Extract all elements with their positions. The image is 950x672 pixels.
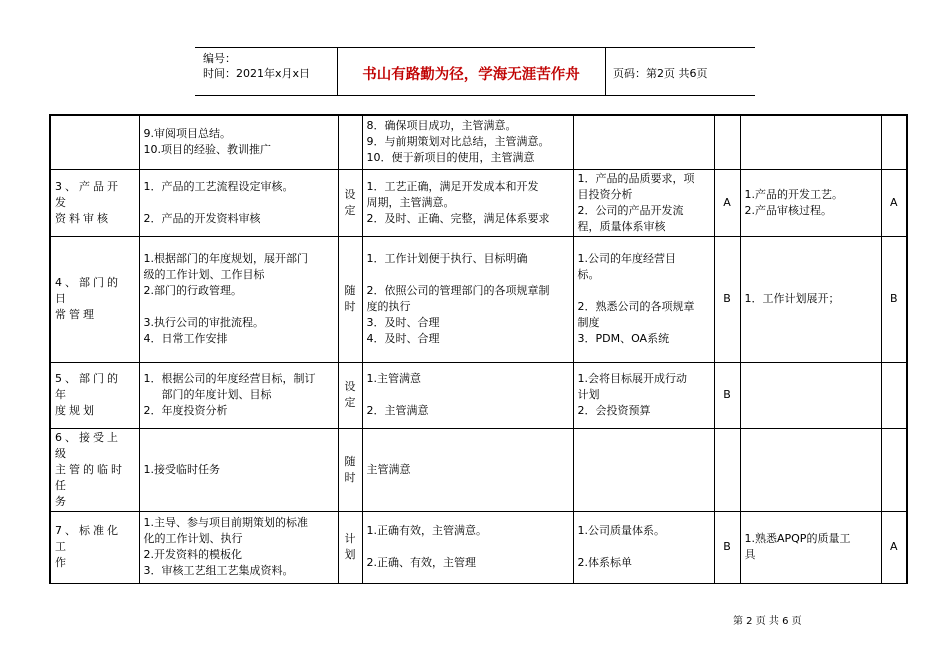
ability-requirement-cell: [573, 115, 714, 169]
cell-line: 2．主管满意: [366, 404, 429, 417]
cell-line: 1.主管满意: [366, 372, 421, 385]
work-cycle-cell: [338, 169, 362, 236]
header-top-line: [195, 47, 755, 48]
cell-line: 程，质量体系审核: [577, 219, 666, 233]
cell-line: 9．与前期策划对比总结，主管满意。: [366, 135, 550, 149]
cell-line: 2．产品的开发资料审核: [143, 211, 261, 225]
work-cycle-cell: [338, 428, 362, 511]
training-grade-cell: [881, 362, 907, 428]
training-grade-cell: A: [881, 169, 907, 236]
cell-line: 5、部门的年: [55, 372, 121, 401]
training-grade-cell: [881, 428, 907, 511]
cell-line: 1．根据公司的年度经营目标，制订: [143, 372, 316, 385]
cell-line: 6、接受上级: [55, 430, 121, 460]
work-content-cell: [139, 236, 338, 362]
cell-line: 2．熟悉公司的各项规章: [577, 300, 695, 313]
work-item-cell: [50, 169, 139, 236]
cell-line: 2．年度投资分析: [143, 404, 228, 417]
job-duty-table: [49, 114, 908, 584]
training-content-cell: [740, 236, 881, 362]
cell-line: 3.执行公司的审批流程。: [143, 316, 264, 329]
cell-line: 10．便于新项目的使用，主管满意: [366, 151, 535, 165]
cell-line: 设: [344, 380, 356, 393]
work-item-cell: [50, 115, 139, 169]
cell-line: 资料审核: [55, 211, 111, 225]
work-content-cell: [139, 115, 338, 169]
cell-line: 4、部门的日: [55, 276, 121, 305]
cell-line: 1.产品的开发工艺。: [744, 187, 843, 201]
cell-line: 1.主导、参与项目前期策划的标准: [143, 516, 308, 529]
cell-line: [367, 267, 569, 283]
cell-line: 2.产品审核过程。: [744, 203, 832, 217]
ability-level-cell: B: [714, 511, 740, 583]
cell-line: 标。: [577, 268, 600, 281]
training-content-cell: [740, 169, 881, 236]
cell-line: 1．工艺正确，满足开发成本和开发: [366, 179, 539, 193]
ability-level-cell: A: [714, 169, 740, 236]
ability-level-cell: [714, 115, 740, 169]
work-item-cell: [50, 511, 139, 583]
cell-line: [578, 283, 710, 299]
cell-line: [367, 539, 569, 555]
training-content-cell: [740, 362, 881, 428]
cell-line: 主管满意: [366, 462, 411, 476]
cell-line: 定: [344, 203, 356, 217]
header-meta: [203, 51, 310, 81]
cell-line: 1.根据部门的年度规划，展开部门: [143, 252, 308, 265]
cell-line: 周期，主管满意。: [366, 195, 455, 209]
cell-line: [144, 195, 334, 211]
work-standard-cell: [362, 236, 573, 362]
document-date-label: 时间：2021年x月x日: [203, 67, 311, 80]
cell-line: 1.公司的年度经营目: [577, 252, 676, 265]
cell-line: 1.熟悉APQP的质量工: [744, 532, 851, 545]
cell-line: [367, 387, 569, 403]
cell-line: 3．及时、合理: [366, 316, 440, 329]
cell-line: 目投资分析: [577, 187, 633, 201]
training-grade-cell: B: [881, 236, 907, 362]
work-cycle-cell: [338, 115, 362, 169]
table-row: [50, 169, 907, 236]
cell-line: [144, 299, 334, 315]
work-item-cell: [50, 236, 139, 362]
cell-line: 2．依照公司的管理部门的各项规章制: [366, 284, 550, 297]
work-item-cell: [50, 428, 139, 511]
cell-line: 随: [344, 454, 356, 468]
cell-line: 1.正确有效，主管满意。: [366, 524, 487, 537]
cell-line: 度规划: [55, 404, 97, 417]
cell-line: 1．工作计划展开；: [744, 292, 840, 305]
table-row: [50, 115, 907, 169]
cell-line: 7、标准化工: [55, 524, 121, 553]
header-slogan: 书山有路勤为径，学海无涯苦作舟: [362, 67, 580, 83]
cell-line: 4．日常工作安排: [143, 332, 228, 345]
work-content-cell: [139, 362, 338, 428]
cell-line: 3、产品开发: [55, 179, 121, 209]
work-cycle-cell: [338, 511, 362, 583]
table-row: [50, 362, 907, 428]
cell-line: 2．公司的产品开发流: [577, 203, 684, 217]
cell-line: 4．及时、合理: [366, 332, 440, 345]
cell-line: 3．PDM、OA系统: [577, 332, 670, 345]
cell-line: 划: [344, 548, 356, 561]
cell-line: 度的执行: [366, 300, 411, 313]
cell-line: 计: [344, 532, 356, 545]
ability-level-cell: [714, 428, 740, 511]
cell-line: 2.部门的行政管理。: [143, 284, 242, 297]
cell-line: [578, 539, 710, 555]
cell-line: 1．产品的工艺流程设定审核。: [143, 179, 294, 193]
work-content-cell: [139, 428, 338, 511]
cell-line: 部门的年度计划、目标: [161, 388, 272, 401]
cell-line: 1．工作计划便于执行、目标明确: [366, 252, 528, 265]
work-standard-cell: [362, 428, 573, 511]
cell-line: 10.项目的经验、教训推广: [143, 143, 271, 157]
cell-line: 制度: [577, 316, 600, 329]
table-row: [50, 511, 907, 583]
cell-line: 具: [744, 548, 756, 561]
table-row: [50, 428, 907, 511]
cell-line: 1.会将目标展开成行动: [577, 372, 687, 385]
cell-line: 务: [55, 494, 69, 508]
ability-requirement-cell: [573, 428, 714, 511]
ability-level-cell: B: [714, 362, 740, 428]
work-cycle-cell: [338, 236, 362, 362]
work-standard-cell: [362, 362, 573, 428]
cell-line: 计划: [577, 388, 600, 401]
cell-line: 2.正确、有效，主管理: [366, 556, 476, 569]
cell-line: 时: [344, 470, 356, 484]
document-number-label: 编号：: [203, 52, 236, 65]
cell-line: 定: [344, 396, 356, 409]
cell-line: 2.体系标单: [577, 556, 632, 569]
cell-line: 3．审核工艺组工艺集成资料。: [143, 564, 294, 577]
page-header: [195, 47, 755, 96]
training-grade-cell: [881, 115, 907, 169]
cell-line: 作: [55, 556, 69, 569]
training-content-cell: [740, 115, 881, 169]
work-content-cell: [139, 511, 338, 583]
training-content-cell: [740, 428, 881, 511]
ability-level-cell: B: [714, 236, 740, 362]
work-content-cell: [139, 169, 338, 236]
work-standard-cell: [362, 115, 573, 169]
cell-line: 常管理: [55, 308, 97, 321]
cell-line: 随: [344, 284, 356, 297]
work-standard-cell: [362, 511, 573, 583]
ability-requirement-cell: [573, 169, 714, 236]
ability-requirement-cell: [573, 362, 714, 428]
page-footer: 第 2 页 共 6 页: [733, 616, 802, 627]
training-content-cell: [740, 511, 881, 583]
cell-line: 设: [344, 187, 356, 201]
header-page-label: 页码：第2页 共6页: [613, 67, 708, 80]
cell-line: 2．及时、正确、完整，满足体系要求: [366, 211, 550, 225]
header-divider-left: [337, 47, 338, 96]
cell-line: 时: [344, 300, 356, 313]
cell-line: 2.开发资料的模板化: [143, 548, 242, 561]
work-standard-cell: [362, 169, 573, 236]
cell-line: 主管的临时任: [55, 462, 125, 492]
header-bottom-line: [195, 95, 755, 96]
work-cycle-cell: [338, 362, 362, 428]
cell-line: 1.公司质量体系。: [577, 524, 665, 537]
ability-requirement-cell: [573, 236, 714, 362]
cell-line: 1.接受临时任务: [143, 462, 220, 476]
cell-line: 级的工作计划、工作目标: [143, 268, 265, 281]
training-grade-cell: A: [881, 511, 907, 583]
cell-line: 2．会投资预算: [577, 404, 651, 417]
cell-line: 8．确保项目成功，主管满意。: [366, 119, 517, 133]
work-item-cell: [50, 362, 139, 428]
cell-line: 9.审阅项目总结。: [143, 127, 231, 141]
header-divider-right: [605, 47, 606, 96]
table-row: [50, 236, 907, 362]
cell-line: 1．产品的品质要求，项: [577, 171, 695, 185]
ability-requirement-cell: [573, 511, 714, 583]
cell-line: 化的工作计划、执行: [143, 532, 243, 545]
